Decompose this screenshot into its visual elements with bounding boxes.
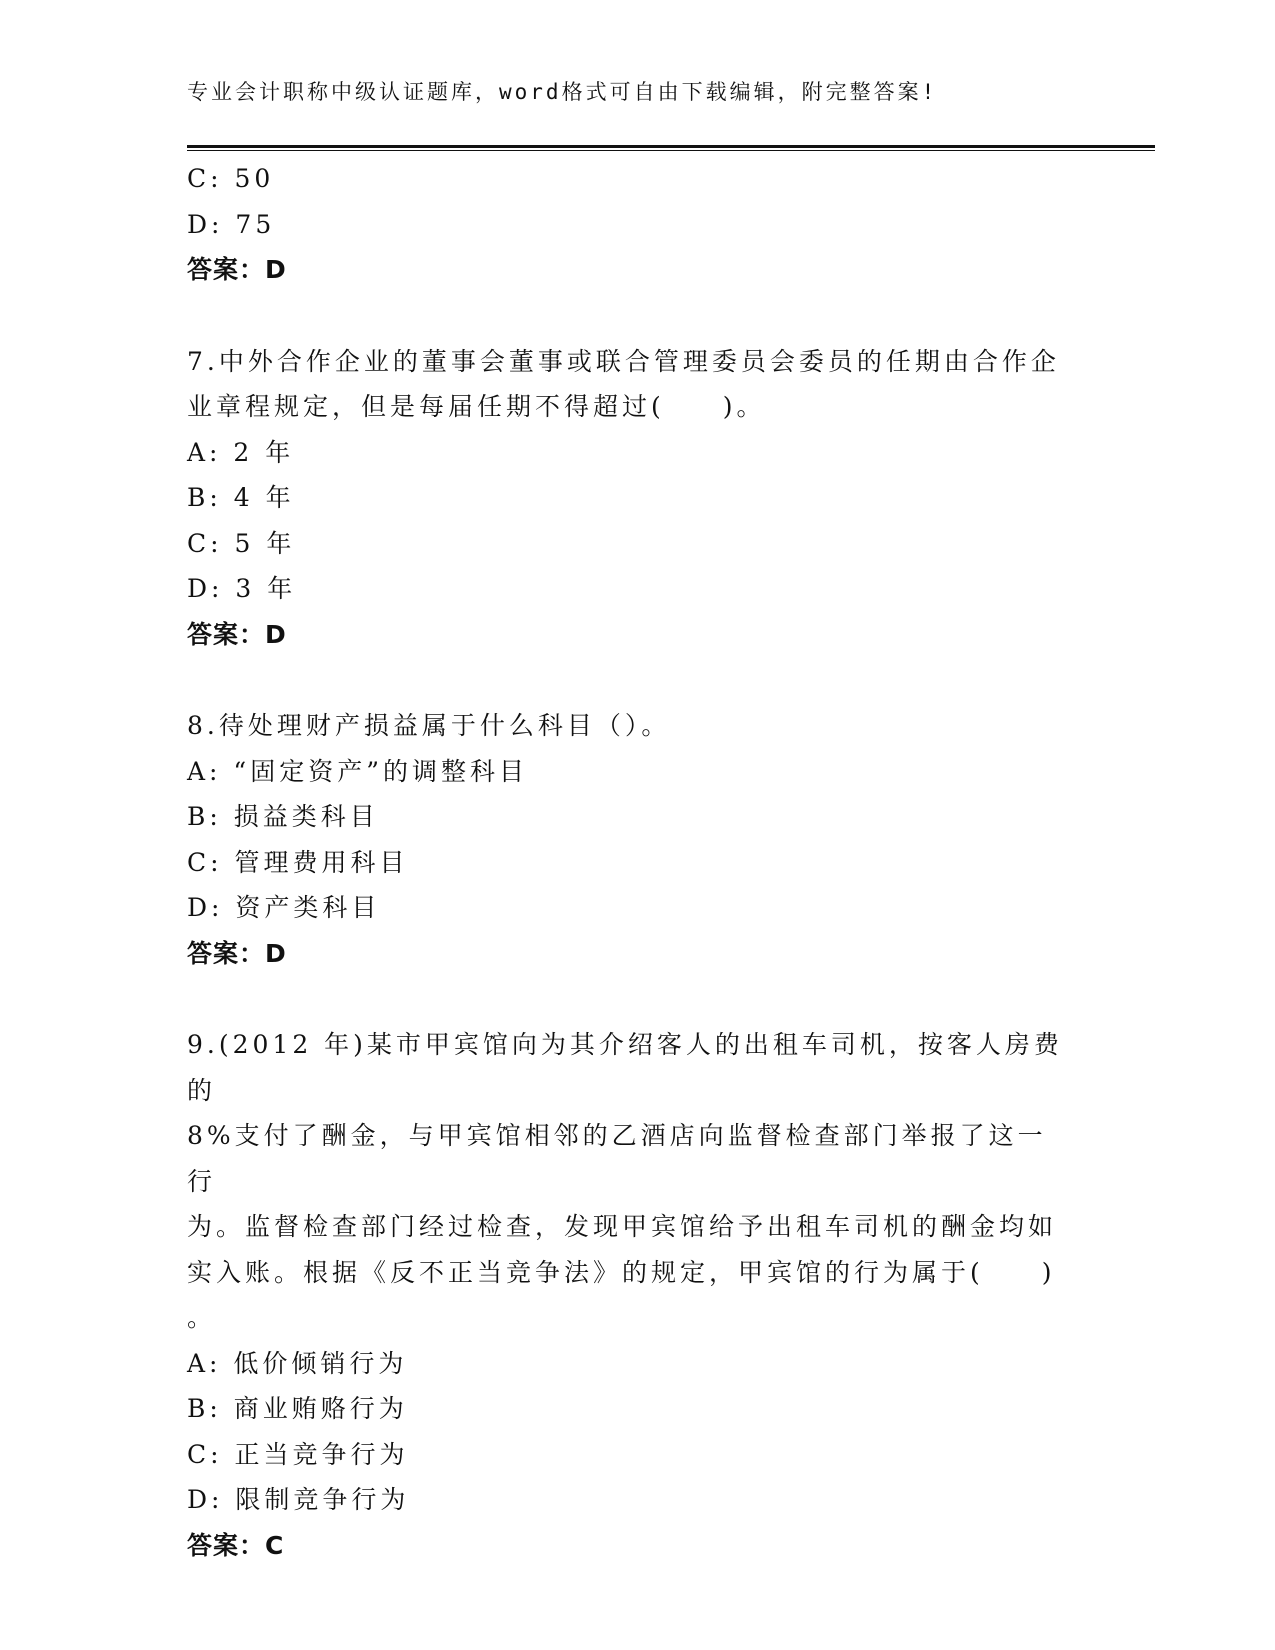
option-d: D: 3 年 <box>187 574 297 603</box>
answer: 答案：D <box>187 255 287 284</box>
question-line: 。 <box>187 1303 217 1332</box>
option-c: C: 正当竞争行为 <box>187 1439 409 1469</box>
option-c: C: 50 <box>187 164 275 193</box>
page-header: 专业会计职称中级认证题库，word格式可自由下载编辑，附完整答案! <box>187 80 938 104</box>
question-9-text <box>187 1022 1067 1341</box>
question-line: 7.中外合作企业的董事会董事或联合管理委员会委员的任期由合作企 <box>187 346 1060 376</box>
option-a: A: “固定资产”的调整科目 <box>187 756 528 786</box>
header-rule-thick <box>187 145 1155 148</box>
option-d: D: 资产类科目 <box>187 893 381 922</box>
question-8-text <box>187 703 1067 749</box>
option-a: A: 2 年 <box>187 437 295 467</box>
option-b: B: 商业贿赂行为 <box>187 1394 408 1423</box>
header-rule-thin <box>187 150 1155 151</box>
option-a: A: 低价倾销行为 <box>187 1348 408 1378</box>
question-line: 8.待处理财产损益属于什么科目（）。 <box>187 711 671 740</box>
answer: 答案：C <box>187 1530 285 1560</box>
question-content <box>187 156 1067 1568</box>
option-c: C: 5 年 <box>187 528 296 558</box>
option-d: D: 限制竞争行为 <box>187 1485 410 1514</box>
question-7-text <box>187 339 1067 430</box>
question-line: 业章程规定，但是每届任期不得超过( )。 <box>187 392 766 421</box>
question-line: 为。监督检查部门经过检查，发现甲宾馆给予出租车司机的酬金均如 <box>187 1212 1058 1241</box>
question-line: 实入账。根据《反不正当竞争法》的规定，甲宾馆的行为属于( ) <box>187 1257 1056 1287</box>
question-line: 8%支付了酬金，与甲宾馆相邻的乙酒店向监督检查部门举报了这一行 <box>187 1121 1047 1196</box>
question-line: 9.(2012 年)某市甲宾馆向为其介绍客人的出租车司机，按客人房费的 <box>187 1030 1063 1105</box>
answer: 答案：D <box>187 619 287 649</box>
answer: 答案：D <box>187 938 287 968</box>
option-b: B: 4 年 <box>187 483 295 512</box>
option-c: C: 管理费用科目 <box>187 847 409 877</box>
option-b: B: 损益类科目 <box>187 802 379 831</box>
option-d: D: 75 <box>187 209 276 239</box>
